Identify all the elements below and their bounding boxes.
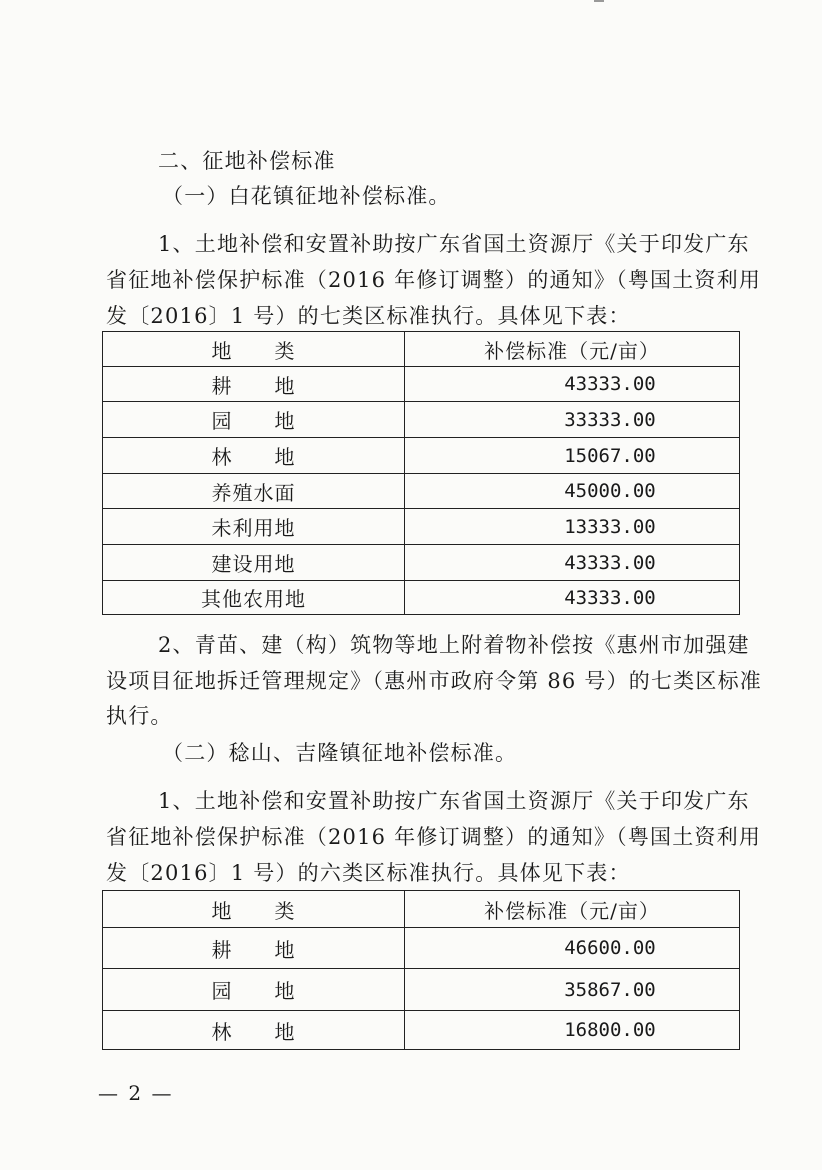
scan-artifact: [594, 0, 604, 2]
amount-cell: [405, 474, 740, 509]
land-type-cell: 其他农用地: [103, 581, 405, 615]
paragraph-line: 省征地补偿保护标准（2016 年修订调整）的通知》（粤国土资利用: [106, 268, 762, 292]
section-heading: 二、征地补偿标准: [158, 149, 336, 173]
land-type-cell: 耕 地: [103, 928, 405, 969]
land-type-cell: 未利用地: [103, 509, 405, 545]
amount-cell: [405, 1011, 740, 1050]
amount-value: 46600.00: [564, 937, 656, 959]
amount-cell: [405, 367, 740, 402]
header-cell-standard-text: 补偿标准（元/亩）: [484, 898, 660, 923]
amount-value: 16800.00: [564, 1019, 656, 1041]
header-cell-standard: [405, 891, 740, 928]
amount-cell: [405, 509, 740, 545]
paragraph-line: 2、青苗、建（构）筑物等地上附着物补偿按《惠州市加强建: [158, 633, 750, 657]
amount-value: 15067.00: [564, 444, 656, 467]
paragraph-line: 省征地补偿保护标准（2016 年修订调整）的通知》（粤国土资利用: [106, 825, 762, 849]
compensation-table-renshan-jilong: [102, 890, 740, 1050]
land-type-cell: 耕 地: [103, 367, 405, 402]
land-type-cell: 林 地: [103, 1011, 405, 1050]
table-header-row: [103, 332, 740, 367]
subsection-heading: （一）白花镇征地补偿标准。: [162, 184, 451, 208]
land-type-cell: 养殖水面: [103, 474, 405, 509]
table-row: [103, 367, 740, 402]
table-row: [103, 474, 740, 509]
paragraph-line: 1、土地补偿和安置补助按广东省国土资源厅《关于印发广东: [158, 232, 750, 256]
table-row: [103, 928, 740, 969]
amount-cell: [405, 581, 740, 615]
amount-cell: [405, 402, 740, 438]
amount-value: 45000.00: [564, 480, 656, 502]
subsection-heading: （二）稔山、吉隆镇征地补偿标准。: [162, 741, 518, 765]
table-row: [103, 402, 740, 438]
table-row: [103, 438, 740, 474]
table-row: [103, 969, 740, 1011]
paragraph-line: 执行。: [106, 704, 173, 728]
amount-value: 33333.00: [564, 408, 656, 431]
paragraph-line: 1、土地补偿和安置补助按广东省国土资源厅《关于印发广东: [158, 789, 750, 813]
land-type-cell: 园 地: [103, 969, 405, 1011]
table-row: [103, 1011, 740, 1050]
page-number: — 2 —: [98, 1081, 174, 1105]
amount-value: 13333.00: [564, 515, 656, 538]
table-header-row: [103, 891, 740, 928]
header-cell-land-type: 地 类: [103, 332, 405, 367]
land-type-cell: 园 地: [103, 402, 405, 438]
amount-value: 35867.00: [564, 978, 656, 1001]
header-cell-standard: [405, 332, 740, 367]
amount-cell: [405, 928, 740, 969]
paragraph-line: 发〔2016〕1 号）的六类区标准执行。具体见下表：: [106, 861, 631, 885]
header-cell-land-type: 地 类: [103, 891, 405, 928]
land-type-cell: 林 地: [103, 438, 405, 474]
land-type-cell: 建设用地: [103, 545, 405, 581]
table-row: [103, 545, 740, 581]
amount-value: 43333.00: [564, 373, 656, 395]
amount-cell: [405, 545, 740, 581]
amount-cell: [405, 438, 740, 474]
amount-value: 43333.00: [564, 586, 656, 609]
table-row: [103, 581, 740, 615]
compensation-table-baihua: [102, 331, 740, 615]
header-cell-standard-text: 补偿标准（元/亩）: [484, 338, 660, 363]
amount-cell: [405, 969, 740, 1011]
amount-value: 43333.00: [564, 551, 656, 574]
paragraph-line: 设项目征地拆迁管理规定》（惠州市政府令第 86 号）的七类区标准: [106, 669, 762, 693]
paragraph-line: 发〔2016〕1 号）的七类区标准执行。具体见下表：: [106, 304, 631, 328]
table-row: [103, 509, 740, 545]
